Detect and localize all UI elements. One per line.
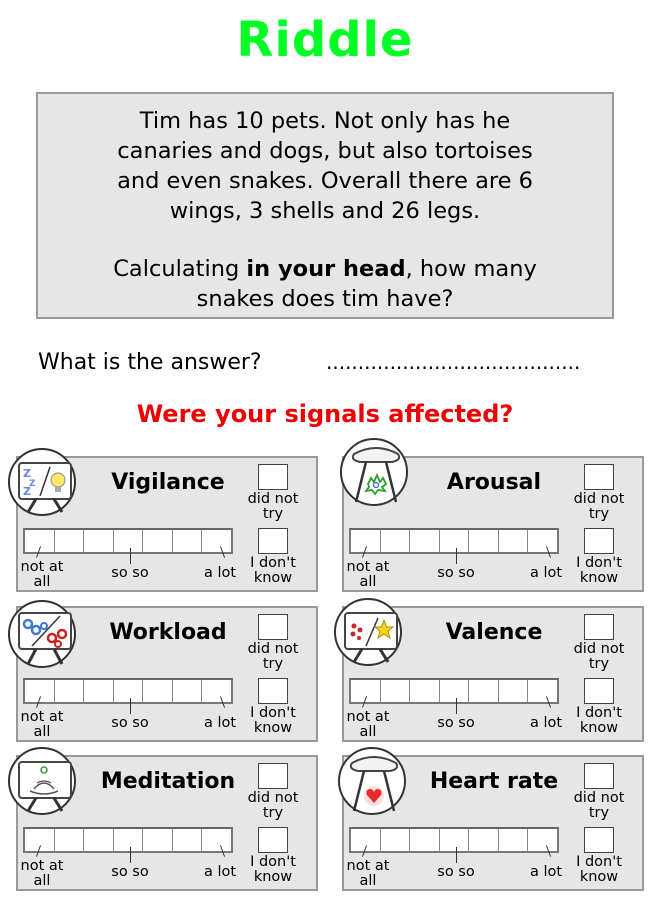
scale-label-low: all [359, 574, 377, 590]
scale-label-mid: so so [111, 715, 149, 731]
did-not-try-checkbox[interactable] [584, 614, 614, 640]
scale-label-high: a lot [529, 864, 563, 880]
rating-scale[interactable] [23, 528, 233, 554]
scale-label-low: not at [20, 559, 64, 575]
did-not-try-checkbox[interactable] [584, 763, 614, 789]
scale-label-high: a lot [203, 715, 237, 731]
scale-label-low: all [359, 724, 377, 740]
did-not-try-label: try [588, 656, 610, 672]
signal-name: Workload [109, 620, 227, 645]
scale-label-low: not at [346, 858, 390, 874]
scale-label-low: not at [20, 858, 64, 874]
dont-know-label: I don't [576, 854, 622, 870]
scale-label-mid: so so [437, 565, 475, 581]
answer-question: What is the answer? [38, 350, 262, 375]
did-not-try-checkbox[interactable] [258, 763, 288, 789]
rating-cell[interactable] [469, 530, 499, 552]
rating-scale[interactable] [23, 678, 233, 704]
scale-label-mid: so so [111, 565, 149, 581]
rating-cell[interactable] [143, 680, 173, 702]
page-title: Riddle [236, 12, 414, 68]
heart-icon [338, 747, 406, 815]
did-not-try-label: try [262, 656, 284, 672]
scale-label-high: a lot [203, 864, 237, 880]
rating-cell[interactable] [173, 530, 203, 552]
did-not-try-label: try [588, 506, 610, 522]
scale-tick [130, 847, 131, 863]
rating-cell[interactable] [55, 530, 85, 552]
rating-cell[interactable] [528, 829, 557, 851]
scale-tick [130, 548, 131, 564]
rating-cell[interactable] [202, 530, 231, 552]
scale-label-mid: so so [111, 864, 149, 880]
riddle-line: Tim has 10 pets. Not only has he [139, 108, 511, 134]
rating-cell[interactable] [440, 530, 470, 552]
dont-know-checkbox[interactable] [258, 827, 288, 853]
rating-scale[interactable] [23, 827, 233, 853]
scale-label-low: all [33, 873, 51, 889]
rating-cell[interactable] [440, 829, 470, 851]
rating-cell[interactable] [202, 829, 231, 851]
rating-scale[interactable] [349, 528, 559, 554]
scale-label-high: a lot [203, 565, 237, 581]
scale-label-low: not at [20, 709, 64, 725]
brain-excited-icon [340, 438, 408, 506]
rating-cell[interactable] [469, 829, 499, 851]
scale-tick [456, 698, 457, 714]
rating-cell[interactable] [499, 829, 529, 851]
dont-know-label: know [253, 720, 293, 736]
rating-cell[interactable] [528, 530, 557, 552]
rating-cell[interactable] [381, 530, 411, 552]
riddle-line: wings, 3 shells and 26 legs. [169, 198, 481, 224]
rating-cell[interactable] [173, 680, 203, 702]
rating-cell[interactable] [55, 680, 85, 702]
scale-tick [456, 847, 457, 863]
scale-label-low: all [33, 574, 51, 590]
scale-label-low: all [33, 724, 51, 740]
rating-cell[interactable] [499, 680, 529, 702]
scale-tick [456, 548, 457, 564]
dont-know-label: I don't [576, 555, 622, 571]
rating-cell[interactable] [202, 680, 231, 702]
scale-label-low: all [359, 873, 377, 889]
rating-cell[interactable] [114, 680, 144, 702]
dont-know-checkbox[interactable] [584, 678, 614, 704]
riddle-line: and even snakes. Overall there are 6 [117, 168, 533, 194]
dont-know-label: know [579, 869, 619, 885]
svg-text:Z: Z [23, 485, 31, 498]
did-not-try-label: did not [247, 491, 299, 507]
rating-cell[interactable] [381, 829, 411, 851]
dont-know-label: I don't [250, 705, 296, 721]
scale-label-high: a lot [529, 565, 563, 581]
dont-know-label: know [253, 570, 293, 586]
rating-cell[interactable] [143, 829, 173, 851]
dont-know-label: I don't [250, 854, 296, 870]
meditation-icon [8, 747, 76, 815]
dont-know-checkbox[interactable] [258, 528, 288, 554]
scale-label-mid: so so [437, 715, 475, 731]
riddle-line: canaries and dogs, but also tortoises [117, 138, 533, 164]
did-not-try-checkbox[interactable] [584, 464, 614, 490]
rating-scale[interactable] [349, 827, 559, 853]
scale-label-high: a lot [529, 715, 563, 731]
rating-cell[interactable] [84, 530, 114, 552]
svg-text:Z: Z [29, 479, 36, 489]
did-not-try-label: did not [573, 491, 625, 507]
rating-cell[interactable] [499, 530, 529, 552]
mood-star-icon [334, 598, 402, 666]
rating-cell[interactable] [84, 680, 114, 702]
rating-cell[interactable] [381, 680, 411, 702]
did-not-try-label: try [262, 506, 284, 522]
signals-title: Were your signals affected? [136, 400, 514, 428]
rating-cell[interactable] [410, 530, 440, 552]
scale-label-low: not at [346, 709, 390, 725]
rating-cell[interactable] [469, 680, 499, 702]
signal-name: Meditation [100, 769, 236, 794]
did-not-try-label: try [588, 805, 610, 821]
gears-icon [8, 600, 76, 668]
sleep-bulb-icon [8, 448, 76, 516]
did-not-try-label: did not [573, 641, 625, 657]
signal-name: Arousal [446, 470, 542, 495]
rating-cell[interactable] [114, 530, 144, 552]
scale-label-low: not at [346, 559, 390, 575]
did-not-try-checkbox[interactable] [258, 464, 288, 490]
rating-cell[interactable] [173, 829, 203, 851]
dont-know-checkbox[interactable] [258, 678, 288, 704]
did-not-try-label: did not [247, 790, 299, 806]
signal-name: Vigilance [111, 470, 225, 495]
dont-know-label: know [253, 869, 293, 885]
did-not-try-checkbox[interactable] [258, 614, 288, 640]
rating-cell[interactable] [528, 680, 557, 702]
riddle-question-line2: snakes does tim have? [196, 286, 454, 312]
scale-label-mid: so so [437, 864, 475, 880]
dont-know-label: I don't [250, 555, 296, 571]
riddle-question: Calculating in your head, how many [113, 256, 537, 282]
rating-cell[interactable] [84, 829, 114, 851]
rating-cell[interactable] [440, 680, 470, 702]
dont-know-checkbox[interactable] [584, 528, 614, 554]
rating-cell[interactable] [114, 829, 144, 851]
answer-field[interactable]: ........................................ [326, 350, 581, 374]
rating-cell[interactable] [410, 829, 440, 851]
signal-name: Heart rate [429, 769, 559, 794]
dont-know-checkbox[interactable] [584, 827, 614, 853]
rating-cell[interactable] [55, 829, 85, 851]
signal-name: Valence [445, 620, 543, 645]
did-not-try-label: try [262, 805, 284, 821]
dont-know-label: I don't [576, 705, 622, 721]
dont-know-label: know [579, 720, 619, 736]
rating-cell[interactable] [410, 680, 440, 702]
svg-text:Z: Z [23, 467, 31, 480]
dont-know-label: know [579, 570, 619, 586]
rating-scale[interactable] [349, 678, 559, 704]
rating-cell[interactable] [143, 530, 173, 552]
riddle-box [36, 92, 614, 319]
did-not-try-label: did not [573, 790, 625, 806]
scale-tick [130, 698, 131, 714]
did-not-try-label: did not [247, 641, 299, 657]
